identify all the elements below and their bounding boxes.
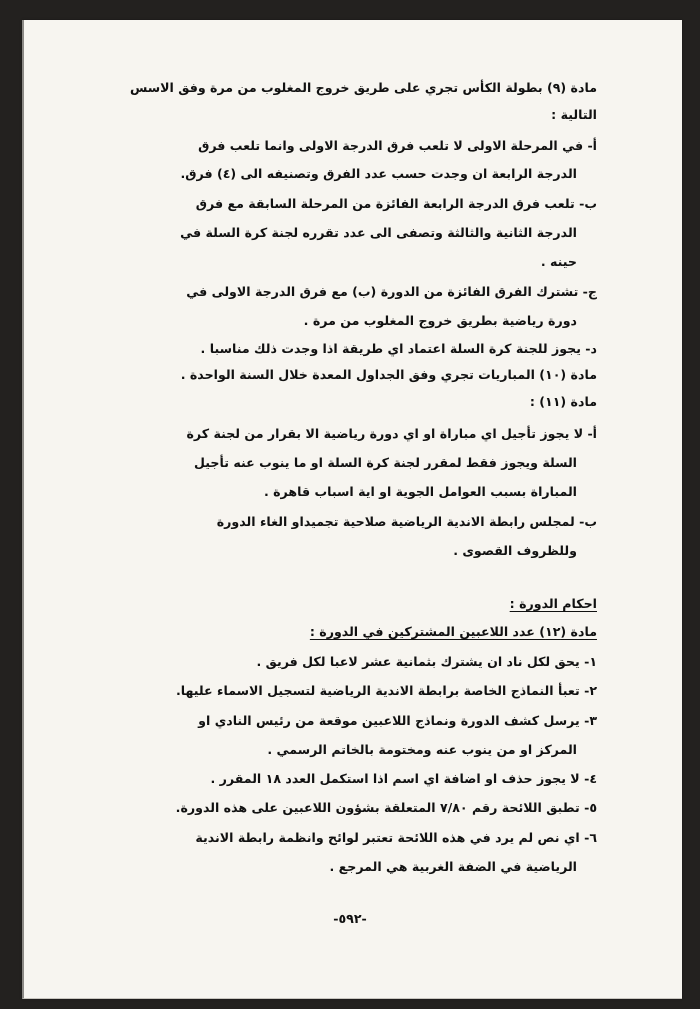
article-9-line-2: التالية : <box>551 107 597 122</box>
article-11-item-b-line-1: ب- لمجلس رابطة الاندية الرياضية صلاحية تجميداو الغاء الدورة <box>216 514 597 529</box>
article-12-item-6-line-2: الرياضية في الضفة الغربية هي المرجع . <box>329 859 577 874</box>
article-9-item-b-line-2: الدرجة الثانية والثالثة وتصفى الى عدد تقرره لجنة كرة السلة في <box>180 225 577 240</box>
article-12-item-5: ٥- تطبق اللائحة رقم ٧/٨٠ المتعلقة بشؤون اللاعبين على هذه الدورة. <box>175 800 597 815</box>
article-12-item-3-line-1: ٣- يرسل كشف الدورة ونماذج اللاعبين موقعة من رئيس النادي او <box>198 713 597 728</box>
section-heading: احكام الدورة : <box>509 596 597 611</box>
article-9-item-a-line-1: أ- في المرحلة الاولى لا تلعب فرق الدرجة الاولى وانما تلعب فرق <box>198 138 597 153</box>
article-12-item-3-line-2: المركز او من ينوب عنه ومختومة بالخاتم الرسمي . <box>267 742 577 757</box>
article-12-item-4: ٤- لا يجوز حذف او اضافة اي اسم اذا استكمل العدد ١٨ المقرر . <box>210 771 597 786</box>
article-12-title: مادة (١٢) عدد اللاعبين المشتركين في الدورة : <box>309 624 597 639</box>
article-9-item-d-line-1: د- يجوز للجنة كرة السلة اعتماد اي طريقة اذا وجدت ذلك مناسبا . <box>200 341 597 356</box>
article-11-item-a-line-3: المباراة بسبب العوامل الجوية او اية اسباب قاهرة . <box>263 484 577 499</box>
page-number: -٥٩٢- <box>333 911 367 926</box>
article-9-item-b-line-1: ب- تلعب فرق الدرجة الرابعة الفائزة من المرحلة السابقة مع فرق <box>195 196 597 211</box>
article-12-item-6-line-1: ٦- اي نص لم يرد في هذه اللائحة تعتبر لوائح وانظمة رابطة الاندية <box>195 830 597 845</box>
article-12-item-2: ٢- تعبأ النماذج الخاصة برابطة الاندية الرياضية لتسجيل الاسماء عليها. <box>175 683 597 698</box>
article-11-item-a-line-1: أ- لا يجوز تأجيل اي مباراة او اي دورة رياضية الا بقرار من لجنة كرة <box>186 426 597 441</box>
article-11-item-b-line-2: وللظروف القصوى . <box>453 543 577 558</box>
article-11-item-a-line-2: السلة ويجوز فقط لمقرر لجنة كرة السلة او ما ينوب عنه تأجيل <box>194 455 577 470</box>
article-12-item-1: ١- يحق لكل ناد ان يشترك بثمانية عشر لاعبا لكل فريق . <box>256 654 597 669</box>
article-9-line-1: مادة (٩) بطولة الكأس تجري على طريق خروج المغلوب من مرة وفق الاسس <box>129 80 597 95</box>
article-9-item-b-line-3: حينه . <box>540 254 577 269</box>
article-9-item-c-line-2: دورة رياضية بطريق خروج المغلوب من مرة . <box>303 313 577 328</box>
article-9-item-a-line-2: الدرجة الرابعة ان وجدت حسب عدد الفرق وتصنيفه الى (٤) فرق. <box>180 166 577 181</box>
article-11-line-1: مادة (١١) : <box>529 394 597 409</box>
article-9-item-c-line-1: ج- تشترك الفرق الفائزة من الدورة (ب) مع فرق الدرجة الاولى في <box>186 284 597 299</box>
article-10-line-1: مادة (١٠) المباريات تجري وفق الجداول المعدة خلال السنة الواحدة . <box>180 367 597 382</box>
